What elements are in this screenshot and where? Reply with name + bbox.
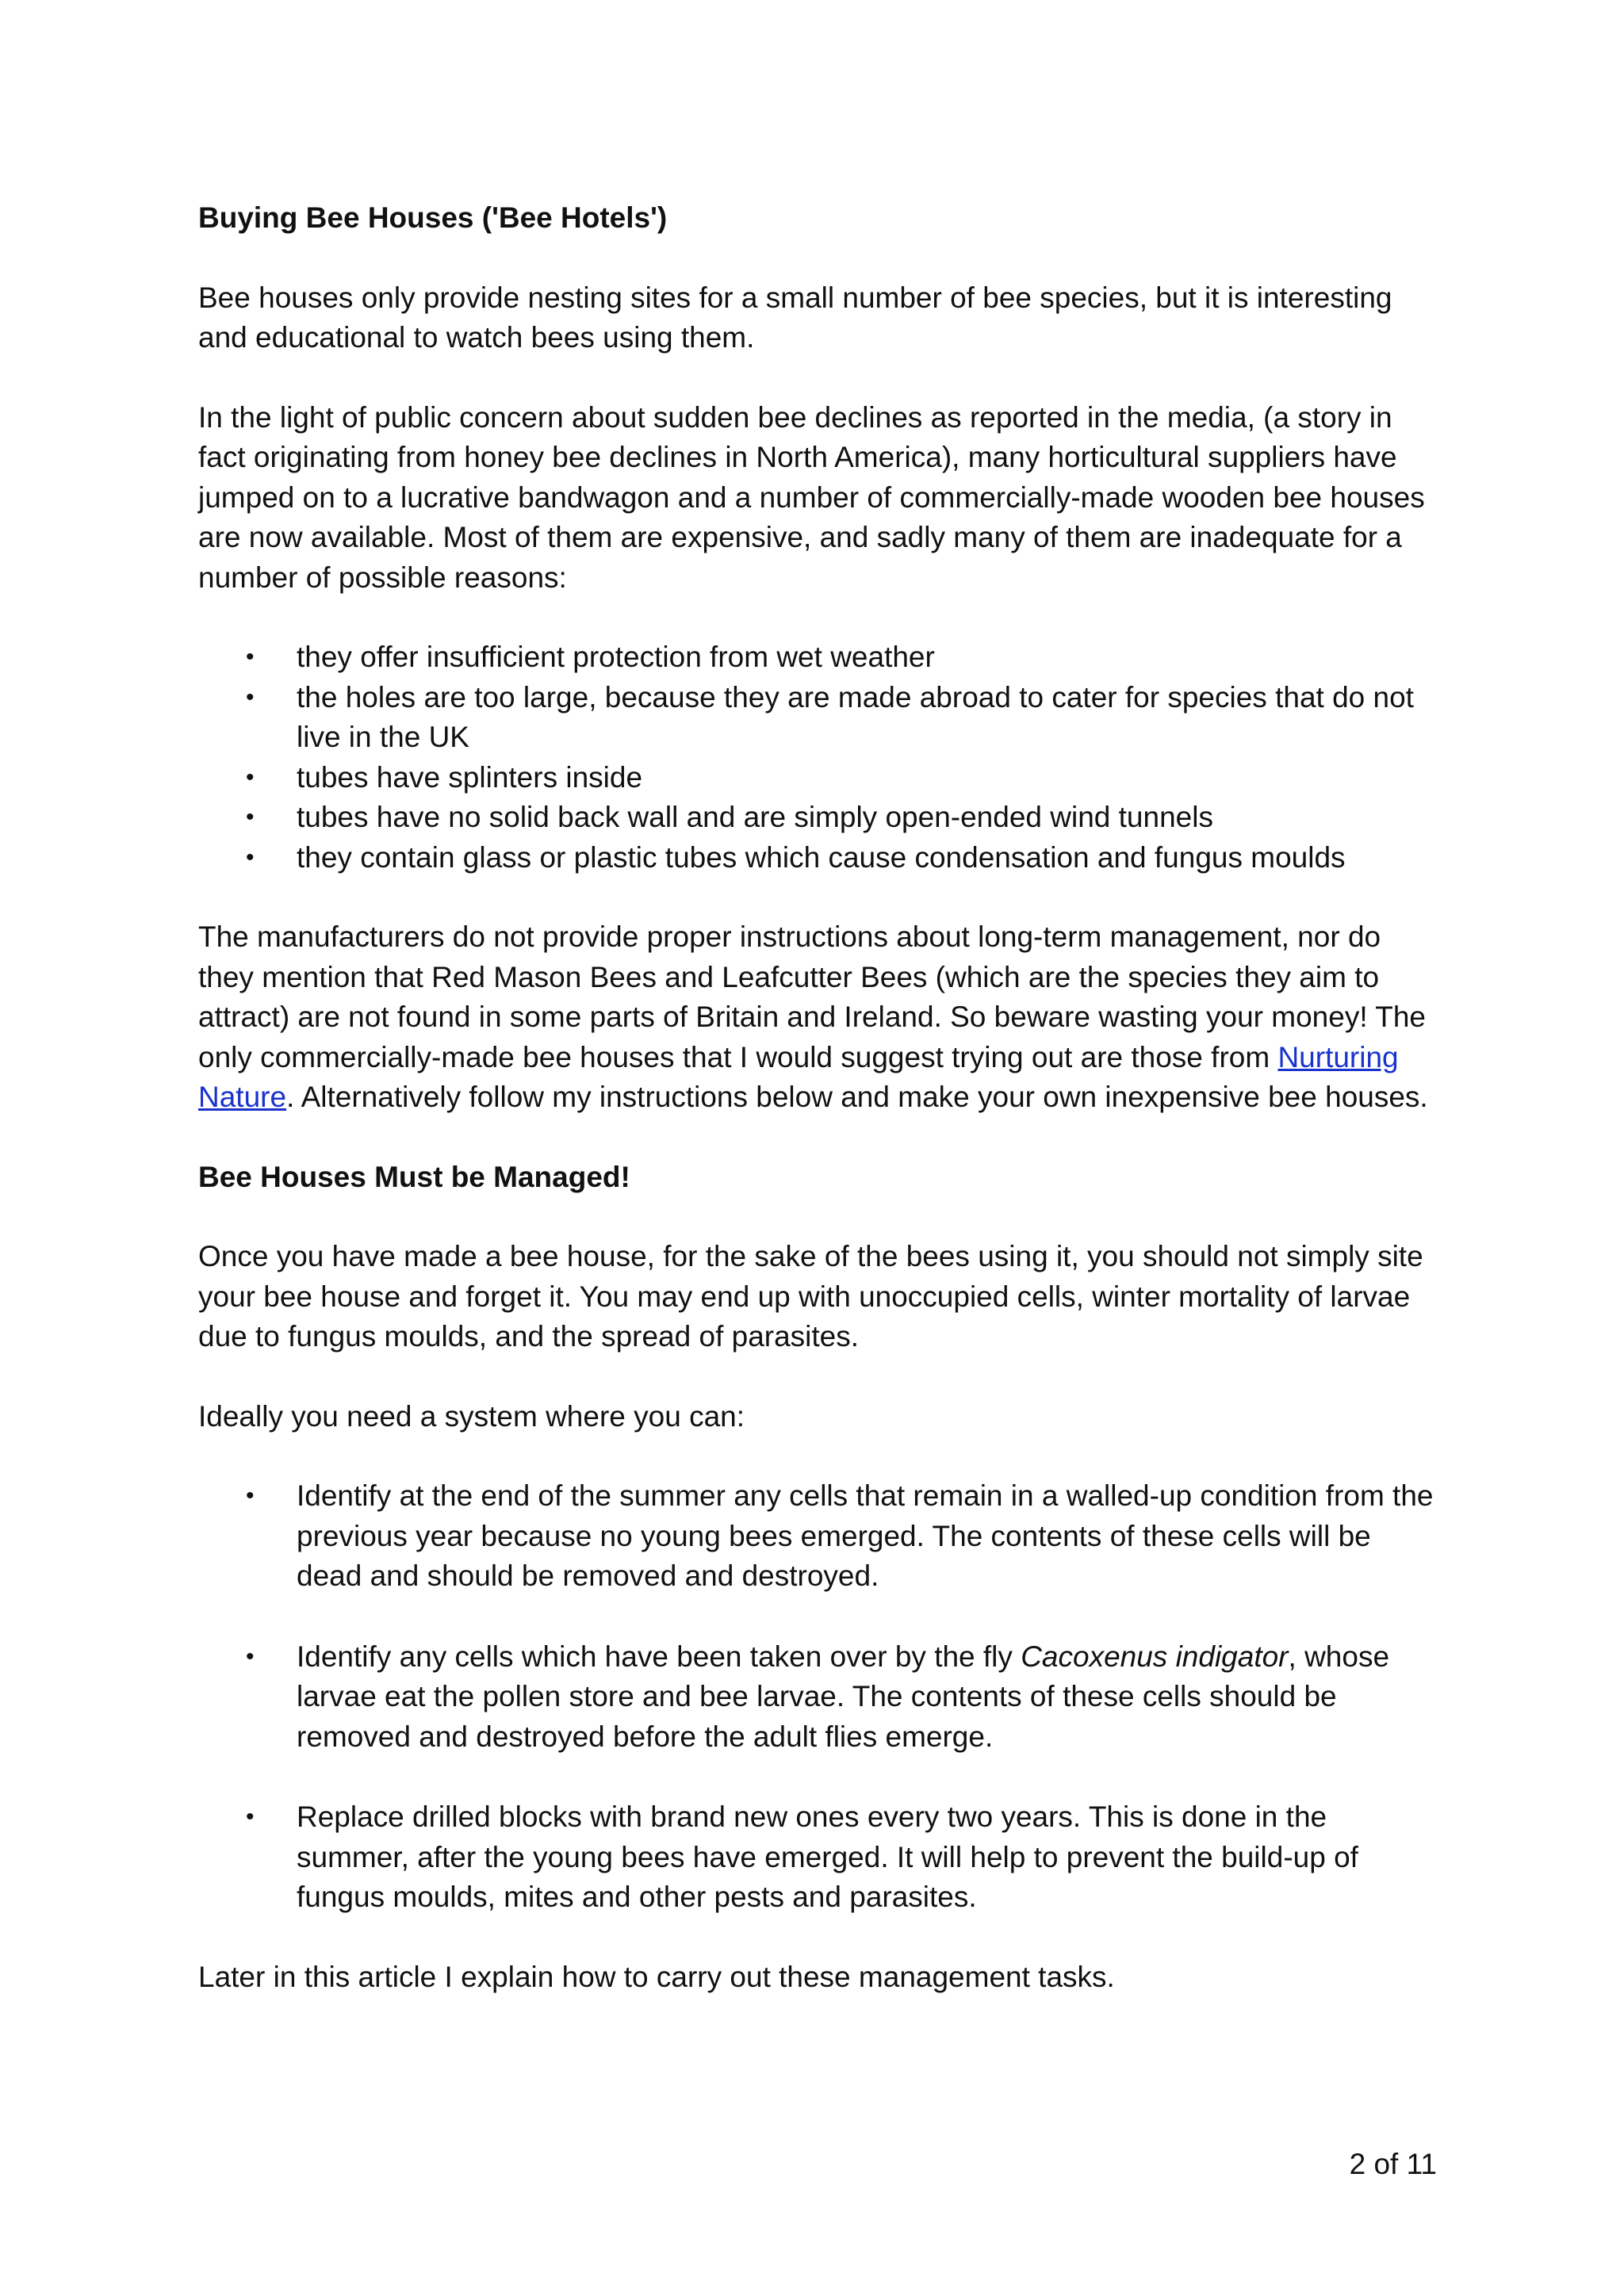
closing-paragraph: Later in this article I explain how to carry out these management tasks. [198,1960,1115,1993]
task2-text-after-italic: , whose larvae eat the pollen store and bee larvae. The contents of these cells should be removed and destroyed before the adult flies emerge. [297,1640,1390,1753]
document-page [198,198,1435,1997]
list-item: • they offer insufficient protection from wet weather [198,637,1435,678]
list-item: • tubes have splinters inside [198,758,1435,798]
list-item [198,1637,1435,1758]
list-item: • the holes are too large, because they are made abroad to cater for species that do not live in the UK [198,678,1435,758]
intro-paragraph: Bee houses only provide nesting sites for a small number of bee species, but it is interesting and educational to watch bees using them. [198,281,1392,354]
management-tasks-list [198,1476,1435,1918]
system-intro-paragraph: Ideally you need a system where you can: [198,1399,745,1433]
nurturing-nature-link[interactable]: Nurturing Nature [198,1040,1399,1113]
page-number: 2 of 11 [1349,2148,1437,2180]
task2-text-before-italic: Identify any cells which have been taken over by the fly [297,1640,1021,1673]
list-item: • they contain glass or plastic tubes which cause condensation and fungus moulds [198,838,1435,878]
list-item: • Replace drilled blocks with brand new ones every two years. This is done in the summer, after the young bees have emerged. It will help to prevent the build-up of fungus moulds, mites and other pests and parasites. [198,1797,1435,1918]
list-item: • Identify at the end of the summer any cells that remain in a walled-up condition from the previous year because no young bees emerged. The contents of these cells will be dead and should be removed and destroyed. [198,1476,1435,1597]
public-concern-paragraph: In the light of public concern about sudden bee declines as reported in the media, (a story in fact originating from honey bee declines in North America), many horticultural suppliers have jumped on to a lucrative bandwagon and a number of commercially-made wooden bee houses are now available. Most of them are expensive, and sadly many of them are inadequate for a number of possible reasons: [198,400,1425,594]
manufacturers-paragraph [198,917,1435,1118]
management-intro-paragraph: Once you have made a bee house, for the sake of the bees using it, you should not simply site your bee house and forget it. You may end up with unoccupied cells, winter mortality of larvae due to fungus moulds, and the spread of parasites. [198,1240,1423,1353]
list-item: • tubes have no solid back wall and are simply open-ended wind tunnels [198,798,1435,838]
section-heading-buying-bee-houses: Buying Bee Houses ('Bee Hotels') [198,201,668,234]
species-name: Cacoxenus indigator [1021,1640,1289,1673]
manufacturers-text-before-link: The manufacturers do not provide proper instructions about long-term management, nor do they mention that Red Mason Bees and Leafcutter Bees (which are the species they aim to attract) are not found in some parts of Britain and Ireland. So beware wasting your money! The only commercially-made bee houses that I would suggest trying out are those from [198,920,1426,1073]
manufacturers-text-after-link: . Alternatively follow my instructions below and make your own inexpensive bee houses. [286,1081,1428,1113]
inadequacy-reasons-list [198,637,1435,878]
section-heading-management: Bee Houses Must be Managed! [198,1160,630,1193]
